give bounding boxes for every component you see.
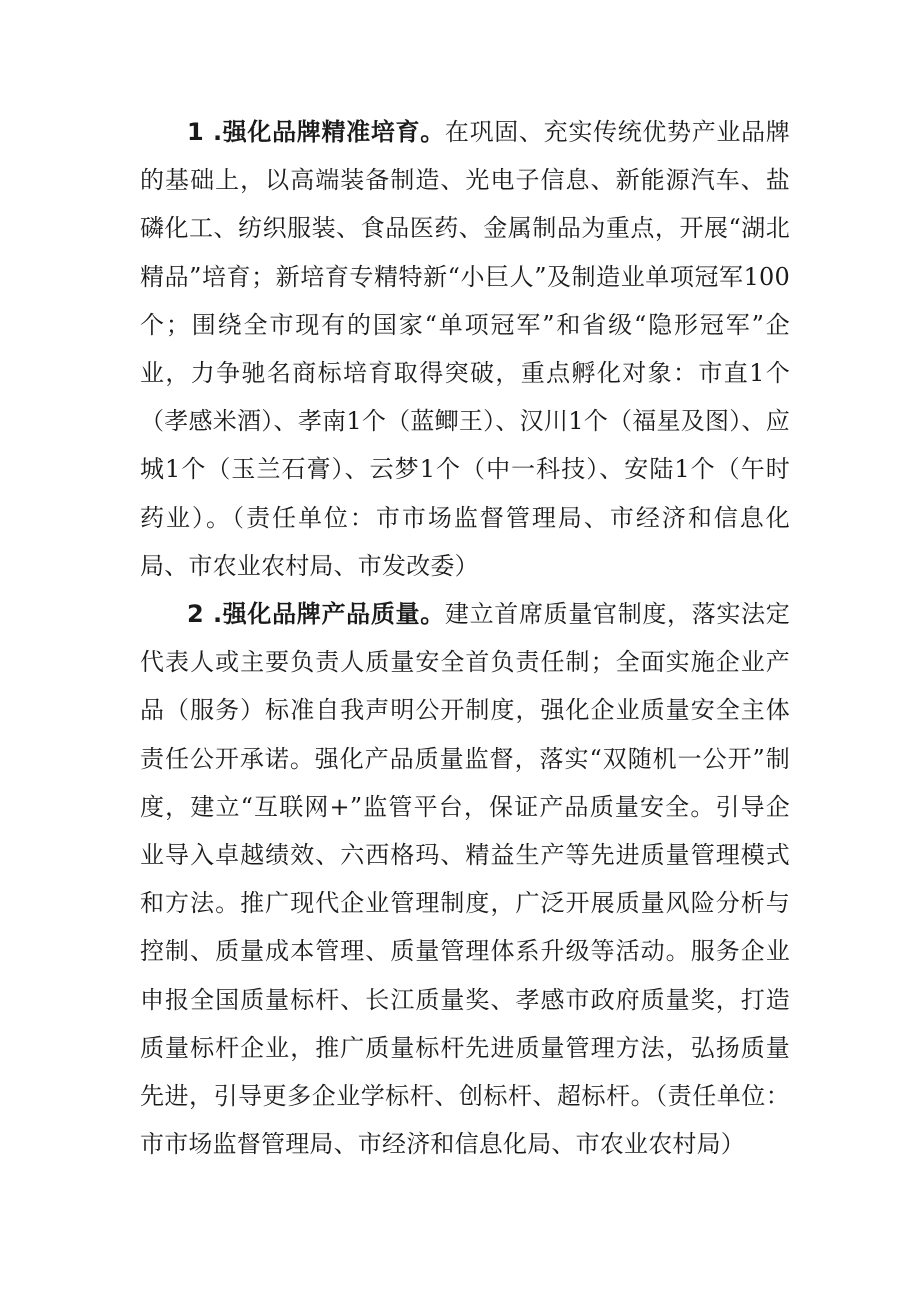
section-body-1: 在巩固、充实传统优势产业品牌的基础上，以高端装备制造、光电子信息、新能源汽车、盐磷化工、纺织服装、食品医药、金属制品为重点，开展“湖北精品”培育；新培育专精特新“小巨人”及制造业单项冠军100个；围绕全市现有的国家“单项冠军”和省级“隐形冠军”企业，力争驰名商标培育取得突破，重点孵化对象：市直1个（孝感米酒）、孝南1个（蓝鲫王）、汉川1个（福星及图）、应城1个（玉兰石膏）、云梦1个（中一科技）、安陆1个（午时药业）。（责任单位：市市场监督管理局、市经济和信息化局、市农业农村局、市发改委） xyxy=(140,118,790,580)
paragraph-product-quality xyxy=(140,590,790,1168)
paragraph-brand-cultivation xyxy=(140,108,790,590)
document-body xyxy=(140,108,790,1168)
section-heading-1: 1 .强化品牌精准培育。 xyxy=(187,118,445,146)
section-body-2: 建立首席质量官制度，落实法定代表人或主要负责人质量安全首负责任制；全面实施企业产品（服务）标准自我声明公开制度，强化企业质量安全主体责任公开承诺。强化产品质量监督，落实“双随机一公开”制度，建立“互联网+”监管平台，保证产品质量安全。引导企业导入卓越绩效、六西格玛、精益生产等先进质量管理模式和方法。推广现代企业管理制度，广泛开展质量风险分析与控制、质量成本管理、质量管理体系升级等活动。服务企业申报全国质量标杆、长江质量奖、孝感市政府质量奖，打造质量标杆企业，推广质量标杆先进质量管理方法，弘扬质量先进，引导更多企业学标杆、创标杆、超标杆。（责任单位：市市场监督管理局、市经济和信息化局、市农业农村局） xyxy=(140,600,790,1159)
section-heading-2: 2 .强化品牌产品质量。 xyxy=(187,600,445,629)
